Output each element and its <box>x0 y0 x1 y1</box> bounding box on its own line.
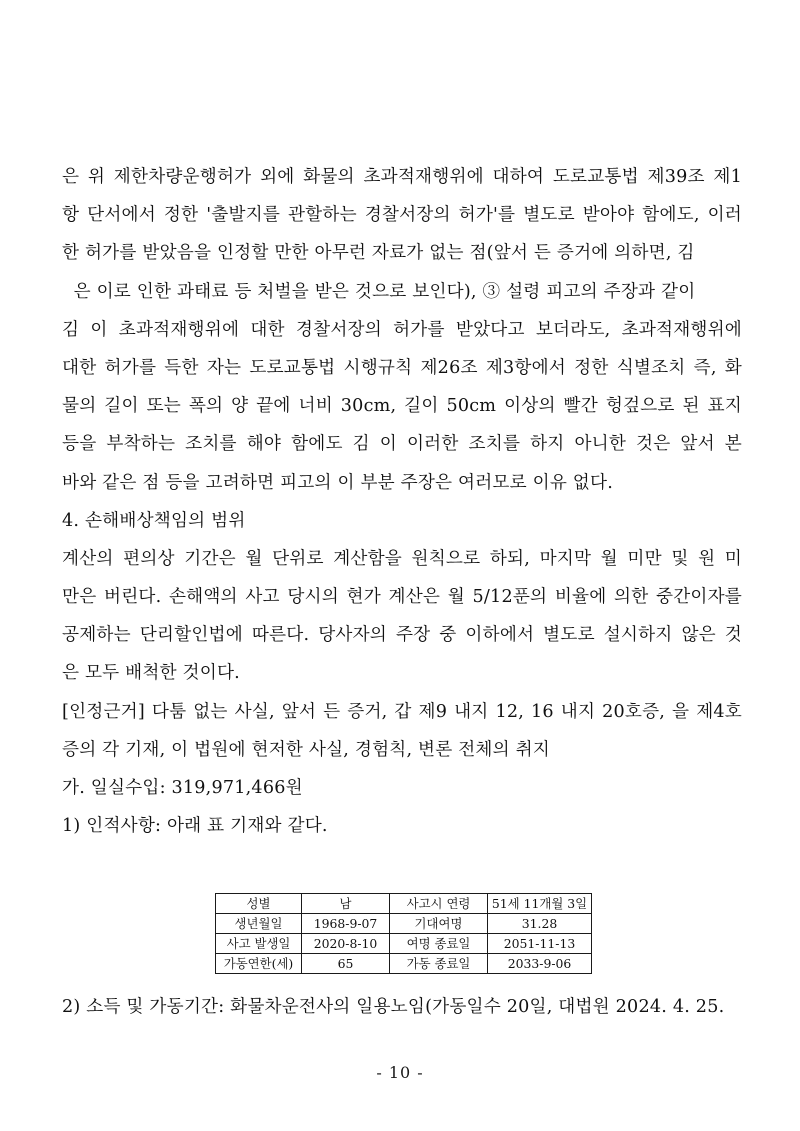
text-line: 은 이로 인한 과태료 등 처벌을 받은 것으로 보인다), ③ 설령 피고의 주장과 같이 <box>62 281 696 302</box>
text-line: 만은 버린다. 손해액의 사고 당시의 현가 계산은 월 5/12푼의 비율에 의한 중간이자를 <box>62 587 742 608</box>
table-row <box>216 914 592 934</box>
table-cell-label: 기대여명 <box>390 914 488 934</box>
table-cell-value: 65 <box>302 954 390 974</box>
table-cell-value: 남 <box>302 894 390 914</box>
table-row <box>216 934 592 954</box>
table-cell-value: 31.28 <box>488 914 592 934</box>
text-line: 공제하는 단리할인법에 따른다. 당사자의 주장 중 이하에서 별도로 설시하지 않은 것 <box>62 625 742 646</box>
item-2-income-and-work-period-wrap <box>62 988 762 1026</box>
table-cell-label: 가동연한(세) <box>216 954 302 974</box>
text-line: 한 허가를 받았음을 인정할 만한 아무런 자료가 없는 점(앞서 든 증거에 의하면, 김 <box>62 243 695 264</box>
item-2-income-and-work-period: 2) 소득 및 가동기간: 화물차운전사의 일용노임(가동일수 20일, 대법원 2024. 4. 25. <box>62 997 725 1017</box>
table-cell-value: 1968-9-07 <box>302 914 390 934</box>
table-row <box>216 894 592 914</box>
text-line: [인정근거] 다툼 없는 사실, 앞서 든 증거, 갑 제9 내지 12, 16 내지 20호증, 을 제4호 <box>62 701 742 722</box>
table-cell-value: 2020-8-10 <box>302 934 390 954</box>
table-cell-label: 여명 종료일 <box>390 934 488 954</box>
table-cell-value: 2033-9-06 <box>488 954 592 974</box>
text-line: 증의 각 기재, 이 법원에 현저한 사실, 경험칙, 변론 전체의 취지 <box>62 739 550 760</box>
item-1-personal-details: 1) 인적사항: 아래 표 기재와 같다. <box>62 816 328 837</box>
table-cell-label: 사고 발생일 <box>216 934 302 954</box>
paragraph-3 <box>62 540 742 693</box>
section-heading-4: 4. 손해배상책임의 범위 <box>62 510 246 531</box>
text-line: 등을 부착하는 조치를 해야 함에도 김 이 이러한 조치를 하지 아니한 것은 앞서 본 <box>62 434 742 455</box>
text-line: 계산의 편의상 기간은 월 단위로 계산함을 원칙으로 하되, 마지막 월 미만 및 원 미 <box>62 548 742 569</box>
table-cell-value: 51세 11개월 3일 <box>488 894 592 914</box>
personal-information-table-wrap <box>215 893 591 974</box>
table-row <box>216 954 592 974</box>
paragraph-1 <box>62 158 742 273</box>
table-cell-label: 가동 종료일 <box>390 954 488 974</box>
text-line: 김 이 초과적재행위에 대한 경찰서장의 허가를 받았다고 보더라도, 초과적재행위에 <box>62 319 742 340</box>
document-body <box>62 158 742 845</box>
evidence-basis <box>62 693 742 769</box>
text-line: 바와 같은 점 등을 고려하면 피고의 이 부분 주장은 여러모로 이유 없다. <box>62 472 613 493</box>
text-line: 항 단서에서 정한 '출발지를 관할하는 경찰서장의 허가'를 별도로 받아야 함에도, 이러 <box>62 205 742 226</box>
paragraph-2 <box>62 273 742 502</box>
personal-information-table <box>215 893 592 974</box>
text-line: 은 위 제한차량운행허가 외에 화물의 초과적재행위에 대하여 도로교통법 제39조 제1 <box>62 167 742 187</box>
table-cell-label: 생년월일 <box>216 914 302 934</box>
page-number: - 10 - <box>376 1063 424 1082</box>
text-line: 대한 허가를 득한 자는 도로교통법 시행규칙 제26조 제3항에서 정한 식별조치 즉, 화 <box>62 357 742 378</box>
table-cell-label: 사고시 연령 <box>390 894 488 914</box>
text-line: 물의 길이 또는 폭의 양 끝에 너비 30cm, 길이 50cm 이상의 빨간 헝겊으로 된 표지 <box>62 396 742 417</box>
table-cell-label: 성별 <box>216 894 302 914</box>
item-ga-lost-income: 가. 일실수입: 319,971,466원 <box>62 778 303 798</box>
table-cell-value: 2051-11-13 <box>488 934 592 954</box>
text-line: 은 모두 배척한 것이다. <box>62 663 240 684</box>
